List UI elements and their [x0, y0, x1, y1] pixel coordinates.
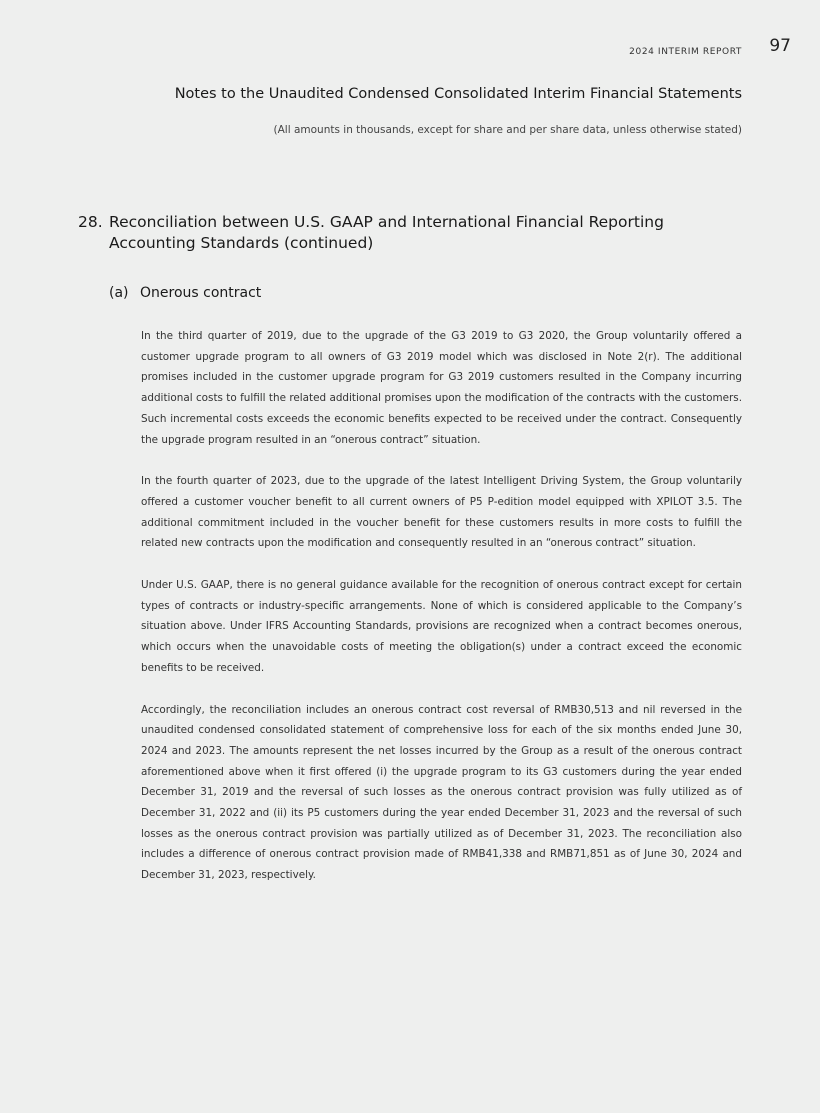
paragraph-4: Accordingly, the reconciliation includes an onerous contract cost reversal of RMB30,513 and nil reversed in the unaudited condensed consolidated statement of comprehensive loss for each of the six months ended June 30, 2024 and 2023. The amounts represent the net losses incurred by the Group as a result of the onerous contract aforementioned above when it first offered (i) the upgrade program to its G3 customers during the year ended December 31, 2019 and the reversal of such losses as the onerous contract provision was fully utilized as of December 31, 2022 and (ii) its P5 customers during the year ended December 31, 2023 and the reversal of such losses as the onerous contract provision was partially utilized as of December 31, 2023. The reconciliation also includes a difference of onerous contract provision made of RMB41,338 and RMB71,851 as of June 30, 2024 and December 31, 2023, respectively. [141, 703, 742, 882]
subsection-heading [109, 285, 261, 301]
page-number: 97 [769, 36, 791, 56]
report-label: 2024 INTERIM REPORT [629, 47, 742, 57]
paragraph-1: In the third quarter of 2019, due to the upgrade of the G3 2019 to G3 2020, the Group voluntarily offered a customer upgrade program to all owners of G3 2019 model which was disclosed in Note 2(r). The additional promises included in the customer upgrade program for G3 2019 customers resulted in the Company incurring additional costs to fulfill the related additional promises upon the modification of the contracts with the customers. Such incremental costs exceeds the economic benefits expected to be received under the contract. Consequently the upgrade program resulted in an “onerous contract” situation. [141, 330, 742, 446]
subsection-label: (a) [109, 285, 129, 301]
section-heading [78, 212, 718, 254]
subsection-title: Onerous contract [140, 285, 262, 301]
section-title: Reconciliation between U.S. GAAP and International Financial Reporting Accounting Standards (continued) [109, 213, 664, 252]
amounts-note: (All amounts in thousands, except for share and per share data, unless otherwise stated) [273, 124, 742, 136]
paragraph-3: Under U.S. GAAP, there is no general guidance available for the recognition of onerous contract except for certain types of contracts or industry-specific arrangements. None of which is considered applicable to the Company’s situation above. Under IFRS Accounting Standards, provisions are recognized when a contract becomes onerous, which occurs when the unavoidable costs of meeting the obligation(s) under a contract exceed the economic benefits to be received. [141, 579, 742, 674]
paragraph-2: In the fourth quarter of 2023, due to the upgrade of the latest Intelligent Driving System, the Group voluntarily offered a customer voucher benefit to all current owners of P5 P-edition model equipped with XPILOT 3.5. The additional commitment included in the voucher benefit for these customers results in more costs to fulfill the related new contracts upon the modification and consequently resulted in an “onerous contract” situation. [141, 475, 742, 550]
section-number: 28. [78, 213, 103, 231]
notes-title: Notes to the Unaudited Condensed Consolidated Interim Financial Statements [174, 86, 742, 102]
body-text [141, 326, 742, 907]
